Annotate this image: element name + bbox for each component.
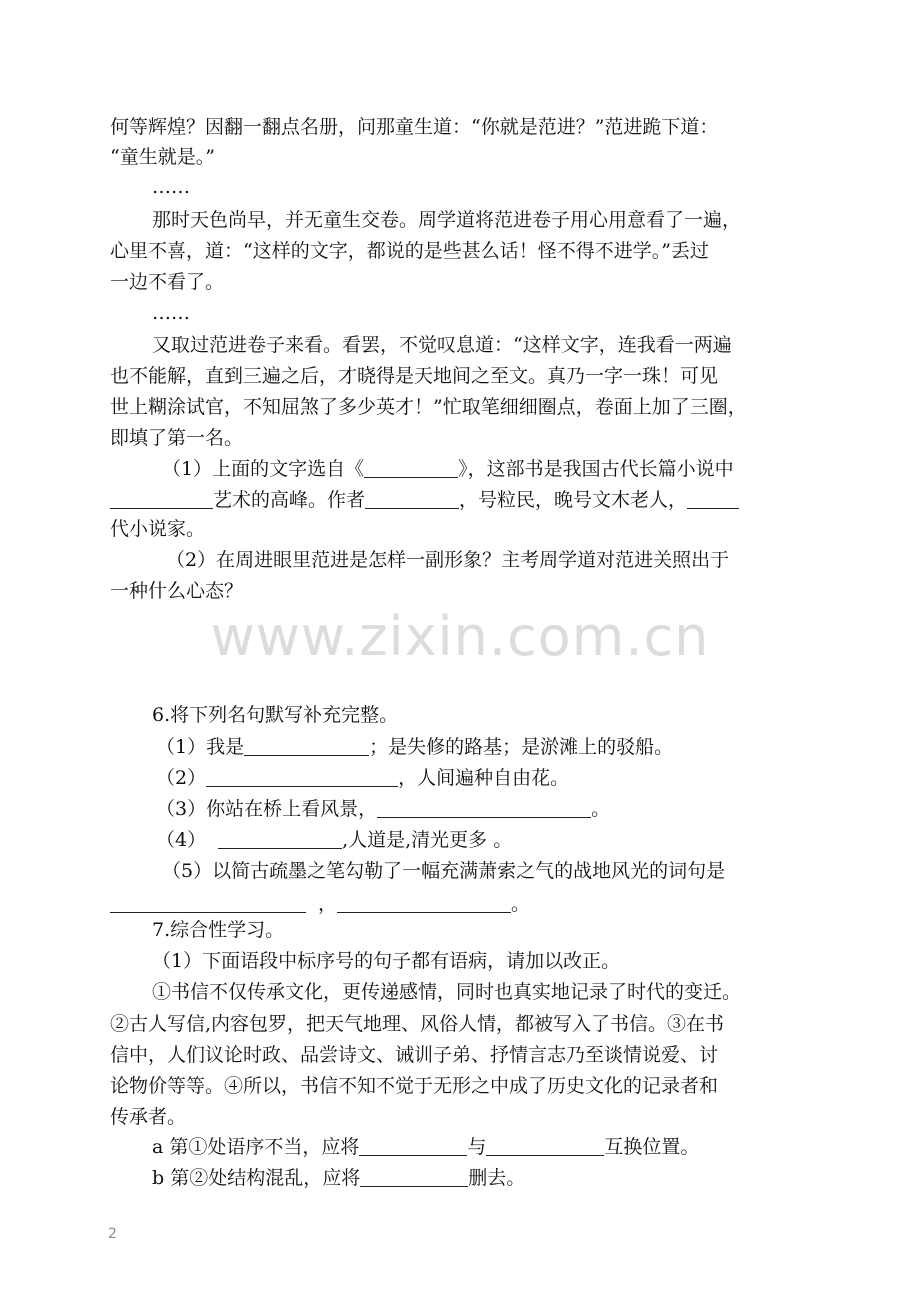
- ellipsis: ……: [152, 176, 190, 198]
- ellipsis: ……: [152, 302, 190, 324]
- q6-text: ；是失修的路基；是淤滩上的驳船。: [369, 736, 674, 758]
- answer-blank[interactable]: [244, 734, 369, 756]
- q6-text: ，: [318, 893, 338, 915]
- passage-line: 也不能解，直到三遍之后，才晓得是天地间之至文。真乃一字一珠！可见: [110, 365, 719, 387]
- q6-text: （1）我是: [156, 736, 245, 758]
- answer-blank[interactable]: [337, 891, 511, 913]
- q7-title: 7.综合性学习。: [152, 919, 285, 941]
- q6-text: 。: [591, 798, 611, 820]
- q6-item-2: [156, 763, 856, 793]
- q5-part2-line1: （2）在周进眼里范进是怎样一副形象？主考周学道对范进关照出于: [166, 549, 730, 571]
- q5-part1-line3: 代小说家。: [110, 518, 206, 540]
- q7-text: b 第②处结构混乱，应将: [152, 1167, 361, 1189]
- q7-text: 互换位置。: [604, 1136, 700, 1158]
- q7-paragraph-line: 信中，人们议论时政、品尝诗文、诫训子弟、抒情言志乃至谈情说爱、讨: [110, 1044, 719, 1066]
- answer-blank[interactable]: [359, 1134, 467, 1156]
- q6-text: ,人道是,清光更多 。: [342, 829, 513, 851]
- answer-blank[interactable]: [206, 765, 398, 787]
- q5-text: 艺术的高峰。作者: [213, 489, 366, 511]
- answer-blank[interactable]: [110, 891, 306, 913]
- passage-line: 又取过范进卷子来看。看罢，不觉叹息道：“这样文字，连我看一两遍: [152, 334, 732, 356]
- answer-blank[interactable]: [364, 456, 458, 478]
- answer-blank[interactable]: [377, 796, 591, 818]
- q5-part1-line2: [110, 485, 810, 515]
- q6-title: 6.将下列名句默写补充完整。: [152, 704, 399, 726]
- watermark: www.zixin.com.cn: [210, 605, 710, 668]
- q6-item-3: [156, 794, 856, 824]
- q5-part2-line2: 一种什么心态？: [110, 580, 244, 602]
- q7-sub1: （1）下面语段中标序号的句子都有语病，请加以改正。: [152, 950, 621, 972]
- q7-text: 删去。: [468, 1167, 526, 1189]
- passage-line: “童生就是。”: [110, 146, 215, 168]
- q6-text: （4）: [156, 829, 207, 851]
- passage-line: 世上糊涂试官，不知屈煞了多少英才！”忙取笔细细圈点，卷面上加了三圈，: [110, 396, 747, 418]
- q5-text: （1）上面的文字选自《: [162, 458, 365, 480]
- q7-answer-a: [152, 1132, 852, 1162]
- answer-blank[interactable]: [218, 827, 342, 849]
- page-number: 2: [108, 1226, 117, 1242]
- q7-answer-b: [152, 1163, 852, 1193]
- q5-text: ，号粒民，晚号文木老人，: [459, 489, 688, 511]
- q7-paragraph-line: ①书信不仅传承文化，更传递感情，同时也真实地记录了时代的变迁。: [152, 981, 742, 1003]
- q5-text: 》，这部书是我国古代长篇小说中: [458, 458, 734, 480]
- q6-item-5: （5）以简古疏墨之笔勾勒了一幅充满萧索之气的战地风光的词句是: [162, 860, 726, 882]
- q6-text: 。: [511, 893, 531, 915]
- q6-text: （2）: [156, 767, 207, 789]
- q5-part1-line1: [162, 454, 862, 484]
- answer-blank[interactable]: [486, 1134, 604, 1156]
- passage-line: 心里不喜，道：“这样的文字，都说的是些甚么话！怪不得不进学。”丢过: [110, 240, 709, 262]
- q7-text: 与: [467, 1136, 487, 1158]
- answer-blank[interactable]: [687, 487, 739, 509]
- q6-item-4: [156, 825, 856, 855]
- q7-paragraph-line: 传承者。: [110, 1106, 187, 1128]
- answer-blank[interactable]: [110, 487, 213, 509]
- passage-line: 何等辉煌？因翻一翻点名册，问那童生道：“你就是范进？”范进跪下道：: [110, 116, 719, 138]
- q7-text: a 第①处语序不当，应将: [152, 1136, 360, 1158]
- q7-paragraph-line: ②古人写信,内容包罗，把天气地理、风俗人情，都被写入了书信。③在书: [110, 1013, 725, 1035]
- q7-paragraph-line: 论物价等等。④所以，书信不知不觉于无形之中成了历史文化的记录者和: [110, 1075, 719, 1097]
- q6-text: （3）你站在桥上看风景，: [156, 798, 378, 820]
- q6-text: ，人间遍种自由花。: [398, 767, 570, 789]
- answer-blank[interactable]: [365, 487, 459, 509]
- answer-blank[interactable]: [360, 1165, 468, 1187]
- passage-line: 即填了第一名。: [110, 427, 244, 449]
- passage-line: 一边不看了。: [110, 271, 225, 293]
- passage-line: 那时天色尚早，并无童生交卷。周学道将范进卷子用心用意看了一遍，: [152, 209, 742, 231]
- q6-item-1: [156, 732, 856, 762]
